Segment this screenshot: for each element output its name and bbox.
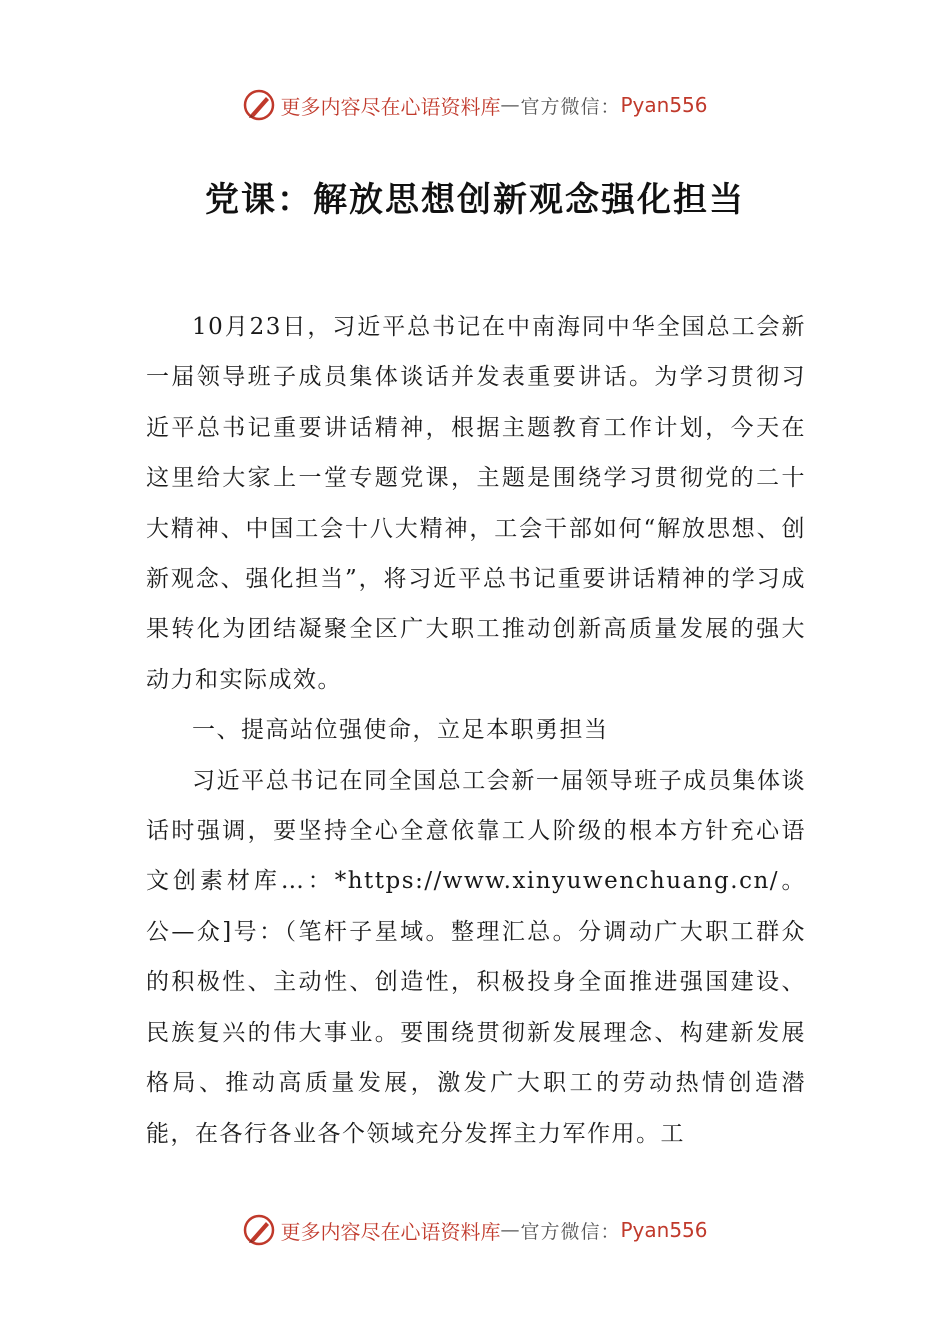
document-title: 党课：解放思想创新观念强化担当 <box>205 180 745 220</box>
paragraph-section-one: 习近平总书记在同全国总工会新一届领导班子成员集体谈话时强调，要坚持全心全意依靠工人阶级的根本方针充心语文创素材库…：*https://www.xinyuwenchuang.cn/。公—众]号：（笔杆子星域。整理汇总。分调动广大职工群众的积极性、主动性、创造性，积极投身全面推进强国建设、民族复兴的伟大事业。要围绕贯彻新发展理念、构建新发展格局、推动高质量发展，激发广大职工的劳动热情创造潜能，在各行各业各个领域充分发挥主力军作用。工 <box>146 767 806 1147</box>
watermark-brand-text: 更多内容尽在心语资料库 <box>280 94 501 119</box>
pen-logo-icon <box>242 1213 276 1247</box>
section-heading: 一、提高站位强使命，立足本职勇担当 <box>192 717 609 744</box>
watermark-banner-bottom <box>0 1210 950 1250</box>
watermark-dash: — <box>500 1219 521 1241</box>
watermark-official-label: 官方微信： <box>520 1220 621 1243</box>
watermark-brand-text: 更多内容尽在心语资料库 <box>280 1219 501 1244</box>
pen-logo-icon <box>242 88 276 122</box>
watermark-wechat-id: Pyan556 <box>620 1218 708 1242</box>
watermark-dash: — <box>500 94 521 116</box>
watermark-wechat-id: Pyan556 <box>620 93 708 117</box>
watermark-banner-top <box>0 85 950 125</box>
document-body <box>146 302 806 1159</box>
paragraph-intro: 10月23日，习近平总书记在中南海同中华全国总工会新一届领导班子成员集体谈话并发表重要讲话。为学习贯彻习近平总书记重要讲话精神，根据主题教育工作计划，今天在这里给大家上一堂专题党课，主题是围绕学习贯彻党的二十大精神、中国工会十八大精神，工会干部如何“解放思想、创新观念、强化担当”，将习近平总书记重要讲话精神的学习成果转化为团结凝聚全区广大职工推动创新高质量发展的强大动力和实际成效。 <box>146 314 806 693</box>
watermark-official-label: 官方微信： <box>520 95 621 118</box>
